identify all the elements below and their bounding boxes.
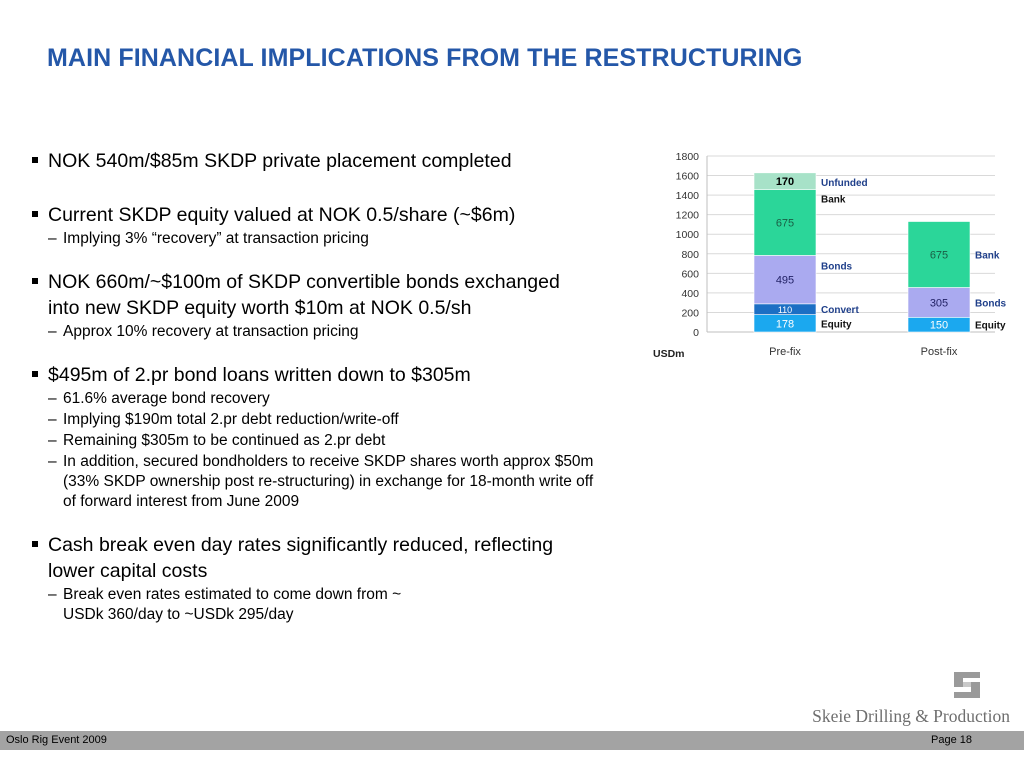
bullet-equity-value: Current SKDP equity valued at NOK 0.5/share (~$6m) [30, 202, 655, 228]
data-label: 178 [775, 318, 795, 331]
sub-bullet: – Approx 10% recovery at transaction pricing [48, 323, 359, 340]
series-annotation: Unfunded [821, 178, 868, 190]
series-annotation: Convert [821, 305, 859, 317]
series-annotation: Equity [821, 319, 852, 331]
logo-mark-icon [954, 672, 980, 698]
y-tick-label: 800 [681, 248, 699, 261]
y-tick-label: 1600 [675, 170, 699, 183]
bullet-break-even: Cash break even day rates significantly reduced, reflecting lower capital costs [30, 532, 655, 584]
series-annotation: Bonds [975, 298, 1007, 310]
data-label: 150 [929, 319, 949, 332]
y-tick-label: 200 [681, 307, 699, 320]
chart-svg [645, 146, 1024, 371]
y-tick-label: 600 [681, 268, 699, 281]
bullet-convertible-bonds: NOK 660m/~$100m of SKDP convertible bonds exchanged into new SKDP equity worth $10m at NOK 0.5/sh [30, 269, 655, 321]
sub-bullet: – Break even rates estimated to come down from ~ USDk 360/day to ~USDk 295/day [48, 586, 402, 623]
sub-bullet: – Remaining $305m to be continued as 2.pr debt [48, 432, 386, 449]
bullet-list [30, 148, 655, 625]
y-tick-label: 1800 [675, 151, 699, 163]
series-annotation: Bank [821, 194, 846, 206]
company-logo [790, 668, 1015, 730]
sub-bullet: – Implying 3% “recovery” at transaction pricing [48, 230, 369, 247]
data-label: 495 [775, 274, 795, 287]
y-tick-label: 1000 [675, 229, 699, 242]
series-annotation: Bank [975, 250, 1000, 262]
sub-bullet: – Implying $190m total 2.pr debt reduction/write-off [48, 411, 399, 428]
sub-bullet: – 61.6% average bond recovery [48, 390, 270, 407]
y-tick-label: 0 [693, 327, 699, 339]
y-tick-label: 1200 [675, 209, 699, 222]
x-tick-label: Post-fix [920, 346, 958, 358]
data-label: 170 [775, 176, 795, 189]
bullet-bond-writedown: $495m of 2.pr bond loans written down to $305m [30, 362, 655, 388]
series-annotation: Bonds [821, 261, 853, 273]
bullet-private-placement: NOK 540m/$85m SKDP private placement completed [30, 148, 655, 174]
footer-page-number: Page 18 [931, 734, 972, 746]
sub-bullet: – In addition, secured bondholders to receive SKDP shares worth approx $50m (33% SKDP ownership post re-structuring) in exchange for 18-month write off of forward interest from June 2009 [48, 453, 594, 510]
y-tick-label: 1400 [675, 190, 699, 203]
series-annotation: Equity [975, 320, 1006, 332]
footer-bar [0, 731, 1024, 750]
x-tick-label: Pre-fix [769, 346, 801, 358]
page-title: MAIN FINANCIAL IMPLICATIONS FROM THE RESTRUCTURING [47, 44, 803, 72]
data-label: 110 [777, 305, 793, 316]
y-tick-label: 400 [681, 287, 699, 300]
capital-structure-chart [645, 146, 1024, 371]
logo-text: Skeie Drilling & Production [812, 706, 1010, 726]
footer-event: Oslo Rig Event 2009 [6, 734, 107, 746]
data-label: 675 [929, 249, 949, 262]
y-axis-label: USDm [653, 348, 685, 360]
data-label: 675 [775, 217, 795, 230]
data-label: 305 [929, 297, 949, 310]
